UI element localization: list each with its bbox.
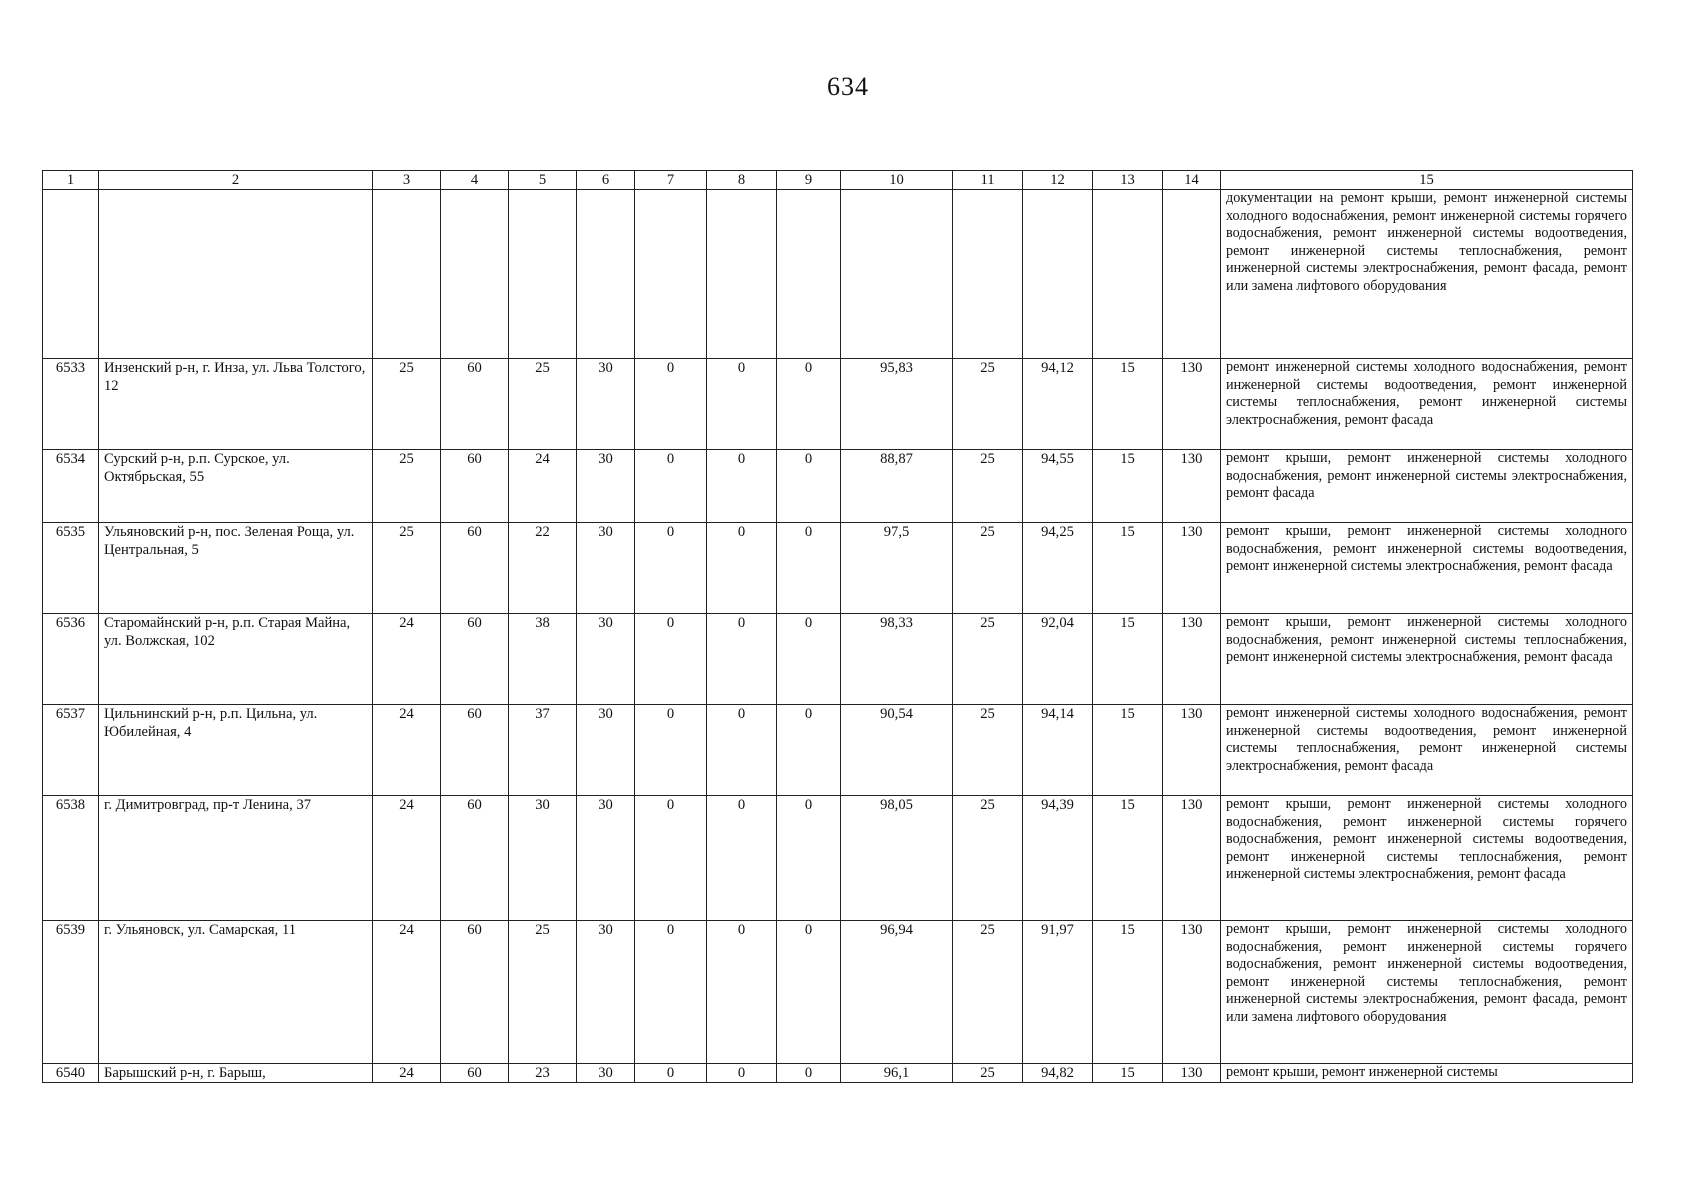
value-cell: 130 (1163, 796, 1221, 921)
table-row (43, 523, 1633, 614)
works-cell: ремонт крыши, ремонт инженерной системы холодного водоснабжения, ремонт инженерной системы водоотведения, ремонт инженерной системы электроснабжения, ремонт фасада (1221, 523, 1633, 614)
value-cell: 94,39 (1023, 796, 1093, 921)
address-cell: Ульяновский р-н, пос. Зеленая Роща, ул. Центральная, 5 (99, 523, 373, 614)
value-cell: 25 (953, 614, 1023, 705)
value-cell: 98,33 (841, 614, 953, 705)
works-cell: ремонт крыши, ремонт инженерной системы холодного водоснабжения, ремонт инженерной системы теплоснабжения, ремонт инженерной системы электроснабжения, ремонт фасада (1221, 614, 1633, 705)
value-cell: 30 (577, 1064, 635, 1083)
value-cell: 30 (577, 921, 635, 1064)
value-cell: 0 (777, 523, 841, 614)
works-cell: документации на ремонт крыши, ремонт инженерной системы холодного водоснабжения, ремонт инженерной системы горячего водоснабжения, ремонт инженерной системы водоотведения, ремонт инженерной системы теплоснабжения, ремонт инженерной системы электроснабжения, ремонт фасада, ремонт или замена лифтового оборудования (1221, 190, 1633, 359)
row-id: 6535 (43, 523, 99, 614)
repair-program-table (42, 170, 1633, 1083)
value-cell: 60 (441, 705, 509, 796)
column-header: 2 (99, 171, 373, 190)
value-cell: 60 (441, 614, 509, 705)
value-cell: 0 (777, 614, 841, 705)
value-cell: 15 (1093, 359, 1163, 450)
table-row (43, 921, 1633, 1064)
value-cell: 130 (1163, 523, 1221, 614)
address-cell: Цильнинский р-н, р.п. Цильна, ул. Юбилейная, 4 (99, 705, 373, 796)
row-id: 6533 (43, 359, 99, 450)
value-cell: 15 (1093, 796, 1163, 921)
value-cell: 25 (953, 450, 1023, 523)
works-cell: ремонт крыши, ремонт инженерной системы холодного водоснабжения, ремонт инженерной системы электроснабжения, ремонт фасада (1221, 450, 1633, 523)
column-header: 8 (707, 171, 777, 190)
value-cell: 0 (707, 523, 777, 614)
column-header: 13 (1093, 171, 1163, 190)
value-cell: 30 (577, 614, 635, 705)
works-cell: ремонт крыши, ремонт инженерной системы холодного водоснабжения, ремонт инженерной системы горячего водоснабжения, ремонт инженерной системы водоотведения, ремонт инженерной системы теплоснабжения, ремонт инженерной системы электроснабжения, ремонт фасада, ремонт или замена лифтового оборудования (1221, 921, 1633, 1064)
value-cell: 23 (509, 1064, 577, 1083)
value-cell: 130 (1163, 705, 1221, 796)
value-cell: 0 (635, 359, 707, 450)
value-cell: 38 (509, 614, 577, 705)
value-cell: 95,83 (841, 359, 953, 450)
column-header: 14 (1163, 171, 1221, 190)
value-cell: 25 (953, 796, 1023, 921)
value-cell: 15 (1093, 921, 1163, 1064)
column-header: 6 (577, 171, 635, 190)
value-cell: 0 (777, 359, 841, 450)
value-cell: 60 (441, 523, 509, 614)
column-header: 4 (441, 171, 509, 190)
value-cell: 98,05 (841, 796, 953, 921)
value-cell: 97,5 (841, 523, 953, 614)
value-cell: 0 (707, 705, 777, 796)
table-row-continuation (43, 190, 1633, 359)
table-row (43, 705, 1633, 796)
address-cell: Старомайнский р-н, р.п. Старая Майна, ул. Волжская, 102 (99, 614, 373, 705)
value-cell: 24 (373, 1064, 441, 1083)
value-cell: 25 (953, 359, 1023, 450)
works-cell: ремонт инженерной системы холодного водоснабжения, ремонт инженерной системы водоотведения, ремонт инженерной системы теплоснабжения, ремонт инженерной системы электроснабжения, ремонт фасада (1221, 705, 1633, 796)
value-cell: 90,54 (841, 705, 953, 796)
address-cell: г. Димитровград, пр-т Ленина, 37 (99, 796, 373, 921)
value-cell: 25 (953, 921, 1023, 1064)
value-cell: 0 (707, 614, 777, 705)
value-cell: 0 (707, 359, 777, 450)
value-cell: 96,94 (841, 921, 953, 1064)
value-cell: 0 (777, 921, 841, 1064)
row-id: 6537 (43, 705, 99, 796)
column-header: 3 (373, 171, 441, 190)
value-cell: 60 (441, 450, 509, 523)
value-cell: 25 (953, 523, 1023, 614)
column-header: 1 (43, 171, 99, 190)
value-cell: 0 (707, 796, 777, 921)
value-cell: 60 (441, 359, 509, 450)
column-header: 10 (841, 171, 953, 190)
column-header: 12 (1023, 171, 1093, 190)
value-cell: 25 (373, 523, 441, 614)
works-cell: ремонт инженерной системы холодного водоснабжения, ремонт инженерной системы водоотведения, ремонт инженерной системы теплоснабжения, ремонт инженерной системы электроснабжения, ремонт фасада (1221, 359, 1633, 450)
column-header: 15 (1221, 171, 1633, 190)
value-cell: 0 (635, 1064, 707, 1083)
value-cell: 0 (777, 705, 841, 796)
value-cell: 94,25 (1023, 523, 1093, 614)
value-cell: 15 (1093, 614, 1163, 705)
value-cell: 0 (635, 523, 707, 614)
value-cell: 30 (577, 705, 635, 796)
value-cell: 25 (373, 359, 441, 450)
value-cell: 24 (509, 450, 577, 523)
value-cell: 25 (953, 705, 1023, 796)
value-cell: 37 (509, 705, 577, 796)
page-number: 634 (827, 72, 869, 101)
table-row (43, 1064, 1633, 1083)
value-cell: 0 (777, 1064, 841, 1083)
value-cell: 15 (1093, 1064, 1163, 1083)
works-cell: ремонт крыши, ремонт инженерной системы (1221, 1064, 1633, 1083)
value-cell: 30 (509, 796, 577, 921)
column-header: 5 (509, 171, 577, 190)
value-cell: 24 (373, 705, 441, 796)
value-cell: 25 (953, 1064, 1023, 1083)
value-cell: 0 (635, 450, 707, 523)
value-cell: 130 (1163, 450, 1221, 523)
value-cell: 15 (1093, 450, 1163, 523)
row-id: 6534 (43, 450, 99, 523)
row-id: 6539 (43, 921, 99, 1064)
value-cell: 24 (373, 614, 441, 705)
address-cell: Инзенский р-н, г. Инза, ул. Льва Толстого, 12 (99, 359, 373, 450)
value-cell: 22 (509, 523, 577, 614)
value-cell: 130 (1163, 1064, 1221, 1083)
value-cell: 0 (777, 450, 841, 523)
value-cell: 94,82 (1023, 1064, 1093, 1083)
value-cell: 25 (509, 921, 577, 1064)
value-cell: 0 (707, 450, 777, 523)
value-cell: 30 (577, 450, 635, 523)
value-cell: 24 (373, 921, 441, 1064)
column-header: 7 (635, 171, 707, 190)
value-cell: 25 (509, 359, 577, 450)
value-cell: 25 (373, 450, 441, 523)
value-cell: 30 (577, 359, 635, 450)
column-header: 9 (777, 171, 841, 190)
value-cell: 91,97 (1023, 921, 1093, 1064)
value-cell: 0 (707, 921, 777, 1064)
value-cell: 0 (635, 614, 707, 705)
value-cell: 130 (1163, 614, 1221, 705)
works-cell: ремонт крыши, ремонт инженерной системы холодного водоснабжения, ремонт инженерной системы горячего водоснабжения, ремонт инженерной системы водоотведения, ремонт инженерной системы теплоснабжения, ремонт инженерной системы электроснабжения, ремонт фасада (1221, 796, 1633, 921)
header-row (43, 171, 1633, 190)
column-header: 11 (953, 171, 1023, 190)
value-cell: 15 (1093, 523, 1163, 614)
value-cell: 0 (777, 796, 841, 921)
value-cell: 30 (577, 796, 635, 921)
value-cell: 94,12 (1023, 359, 1093, 450)
address-cell: г. Ульяновск, ул. Самарская, 11 (99, 921, 373, 1064)
value-cell: 92,04 (1023, 614, 1093, 705)
value-cell: 0 (635, 921, 707, 1064)
value-cell: 94,14 (1023, 705, 1093, 796)
value-cell: 0 (707, 1064, 777, 1083)
value-cell: 60 (441, 1064, 509, 1083)
row-id: 6540 (43, 1064, 99, 1083)
table-row (43, 614, 1633, 705)
value-cell: 0 (635, 796, 707, 921)
table-row (43, 450, 1633, 523)
value-cell: 15 (1093, 705, 1163, 796)
value-cell: 130 (1163, 921, 1221, 1064)
value-cell: 88,87 (841, 450, 953, 523)
address-cell: Сурский р-н, р.п. Сурское, ул. Октябрьская, 55 (99, 450, 373, 523)
table-row (43, 359, 1633, 450)
value-cell: 24 (373, 796, 441, 921)
value-cell: 96,1 (841, 1064, 953, 1083)
value-cell: 60 (441, 921, 509, 1064)
address-cell: Барышский р-н, г. Барыш, (99, 1064, 373, 1083)
row-id: 6538 (43, 796, 99, 921)
value-cell: 0 (635, 705, 707, 796)
row-id: 6536 (43, 614, 99, 705)
value-cell: 130 (1163, 359, 1221, 450)
value-cell: 30 (577, 523, 635, 614)
value-cell: 60 (441, 796, 509, 921)
value-cell: 94,55 (1023, 450, 1093, 523)
table-row (43, 796, 1633, 921)
